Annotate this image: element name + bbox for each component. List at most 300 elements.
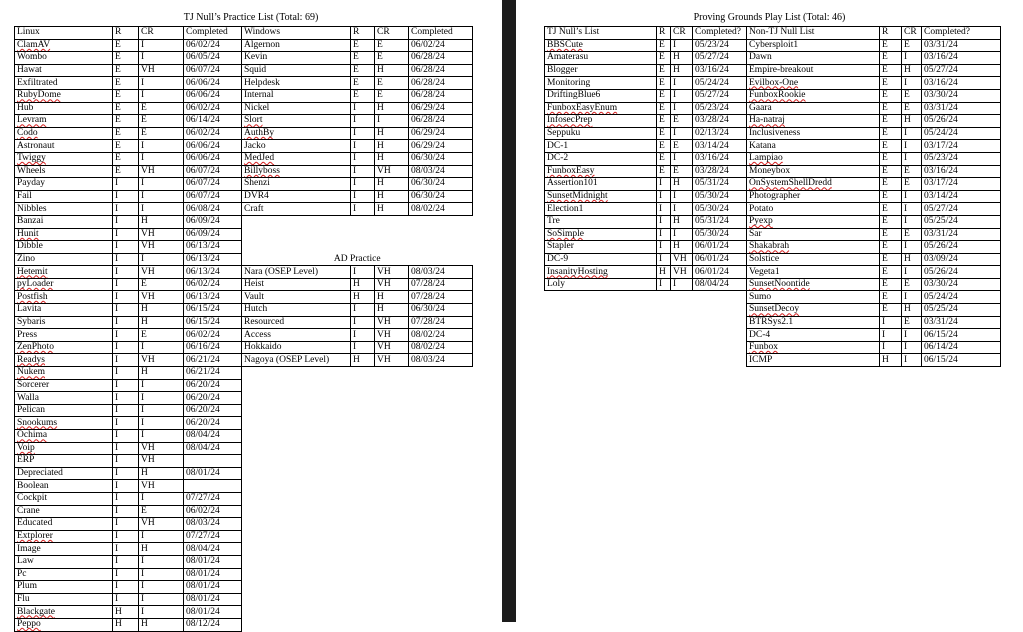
linux-machine-cell: Wheels <box>15 165 113 178</box>
non-tj-list-machine-cell <box>747 341 880 354</box>
non-tj-list-completed-cell: 03/16/24 <box>922 165 1001 178</box>
linux-machine-cell <box>15 618 113 631</box>
tj-list-rating-cell: I <box>657 278 671 291</box>
non-tj-list-machine-cell: DC-4 <box>747 329 880 342</box>
table-header-row <box>15 27 473 40</box>
non-tj-list-rating-cell: E <box>880 64 902 77</box>
linux-machine-cell <box>15 127 113 140</box>
linux-completed-cell: 06/06/24 <box>184 140 242 153</box>
non-tj-list-completed-cell: 05/25/24 <box>922 304 1001 317</box>
spellcheck-flagged-word: Evilbox-One <box>749 77 799 88</box>
empty-cell <box>242 241 473 254</box>
play-list-title: Proving Grounds Play List (Total: 46) <box>693 12 846 23</box>
non-tj-list-completed-cell: 03/31/24 <box>922 316 1001 329</box>
windows-community-rating-cell: H <box>375 140 409 153</box>
linux-community-rating-cell: H <box>139 215 184 228</box>
non-tj-list-rating-cell: E <box>880 291 902 304</box>
non-tj-list-machine-cell: Moneybox <box>747 165 880 178</box>
windows-rating-cell: I <box>351 203 375 216</box>
linux-community-rating-cell: E <box>139 505 184 518</box>
ad-community-rating-cell: VH <box>375 354 409 367</box>
linux-completed-cell: 06/09/24 <box>184 228 242 241</box>
non-tj-list-machine-cell <box>747 152 880 165</box>
table-row <box>15 379 473 392</box>
empty-cell <box>242 530 473 543</box>
table-row <box>545 304 1001 317</box>
linux-completed-cell: 06/21/24 <box>184 354 242 367</box>
non-tj-list-machine-cell: Vegeta1 <box>747 266 880 279</box>
linux-rating-cell: I <box>113 455 139 468</box>
spellcheck-flagged-word: Pyexp <box>749 216 773 227</box>
ad-machine-cell: Nagoya (OSEP Level) <box>242 354 351 367</box>
non-tj-list-machine-cell: Gaara <box>747 102 880 115</box>
windows-rating-cell: I <box>351 190 375 203</box>
linux-community-rating-cell: VH <box>139 64 184 77</box>
non-tj-list-rating-cell: E <box>880 102 902 115</box>
linux-completed-cell: 06/13/24 <box>184 253 242 266</box>
tj-list-community-rating-cell: I <box>671 152 693 165</box>
table-row <box>15 430 473 443</box>
linux-rating-cell: I <box>113 581 139 594</box>
linux-community-rating-cell: H <box>139 316 184 329</box>
windows-completed-cell: 06/28/24 <box>409 64 473 77</box>
non-tj-list-machine-cell <box>747 304 880 317</box>
linux-completed-cell: 06/07/24 <box>184 64 242 77</box>
table-row <box>15 203 473 216</box>
non-tj-list-completed-cell: 03/09/24 <box>922 253 1001 266</box>
table-row <box>15 228 473 241</box>
windows-completed-cell: 06/28/24 <box>409 115 473 128</box>
table-row <box>15 329 473 342</box>
windows-community-rating-cell: H <box>375 190 409 203</box>
non-tj-list-machine-cell: BTRSys2.1 <box>747 316 880 329</box>
tj-list-completed-cell: 05/27/24 <box>693 89 747 102</box>
tj-list-community-rating-cell: I <box>671 190 693 203</box>
right-document-page <box>516 0 1023 622</box>
linux-rating-cell: I <box>113 228 139 241</box>
tj-list-completed-cell: 06/01/24 <box>693 241 747 254</box>
windows-completed-cell: 06/29/24 <box>409 102 473 115</box>
non-tj-list-machine-cell: ICMP <box>747 354 880 367</box>
tj-list-rating-cell: I <box>657 178 671 191</box>
non-tj-list-rating-cell: E <box>880 165 902 178</box>
column-header: CR <box>902 27 922 40</box>
linux-machine-cell <box>15 442 113 455</box>
tj-list-rating-cell: E <box>657 165 671 178</box>
linux-completed-cell: 06/13/24 <box>184 266 242 279</box>
linux-machine-cell <box>15 152 113 165</box>
spellcheck-flagged-word: Twiggy <box>17 153 46 164</box>
ad-machine-cell: Access <box>242 329 351 342</box>
non-tj-list-rating-cell: E <box>880 39 902 52</box>
windows-rating-cell: I <box>351 115 375 128</box>
linux-completed-cell: 06/20/24 <box>184 379 242 392</box>
linux-machine-cell: Depreciated <box>15 467 113 480</box>
linux-completed-cell: 06/16/24 <box>184 341 242 354</box>
table-row <box>15 152 473 165</box>
linux-community-rating-cell: I <box>139 253 184 266</box>
non-tj-list-community-rating-cell: I <box>902 241 922 254</box>
table-row <box>15 241 473 254</box>
non-tj-list-community-rating-cell: I <box>902 203 922 216</box>
windows-rating-cell: I <box>351 165 375 178</box>
ad-completed-cell: 08/03/24 <box>409 266 473 279</box>
linux-rating-cell: I <box>113 430 139 443</box>
windows-community-rating-cell: H <box>375 64 409 77</box>
linux-community-rating-cell: I <box>139 203 184 216</box>
ad-community-rating-cell: H <box>375 291 409 304</box>
non-tj-list-machine-cell: Inclusiveness <box>747 127 880 140</box>
non-tj-list-community-rating-cell: I <box>902 127 922 140</box>
linux-community-rating-cell: VH <box>139 266 184 279</box>
spellcheck-flagged-word: MedJed <box>244 153 275 164</box>
non-tj-list-community-rating-cell: E <box>902 39 922 52</box>
windows-rating-cell: I <box>351 127 375 140</box>
tj-list-community-rating-cell: H <box>671 178 693 191</box>
linux-machine-cell <box>15 266 113 279</box>
linux-machine-cell <box>15 417 113 430</box>
tj-list-rating-cell: H <box>657 266 671 279</box>
table-row <box>15 467 473 480</box>
linux-community-rating-cell: I <box>139 492 184 505</box>
ad-rating-cell: H <box>351 354 375 367</box>
table-row <box>15 291 473 304</box>
spellcheck-flagged-word: OnSystemShellDredd <box>749 178 832 189</box>
linux-completed-cell: 06/07/24 <box>184 165 242 178</box>
table-row <box>545 190 1001 203</box>
column-header: Non-TJ Null List <box>747 27 880 40</box>
spellcheck-flagged-word: RubyDome <box>17 90 61 101</box>
non-tj-list-completed-cell: 03/16/24 <box>922 52 1001 65</box>
non-tj-list-completed-cell: 05/25/24 <box>922 215 1001 228</box>
empty-cell <box>242 618 473 631</box>
tj-list-machine-cell: Assertion101 <box>545 178 657 191</box>
linux-completed-cell: 08/03/24 <box>184 518 242 531</box>
non-tj-list-rating-cell: E <box>880 152 902 165</box>
linux-rating-cell: I <box>113 316 139 329</box>
linux-completed-cell: 07/27/24 <box>184 492 242 505</box>
empty-cell <box>545 304 747 317</box>
non-tj-list-rating-cell: E <box>880 253 902 266</box>
table-row <box>15 455 473 468</box>
non-tj-list-rating-cell: E <box>880 228 902 241</box>
tj-list-completed-cell: 05/23/24 <box>693 102 747 115</box>
spellcheck-flagged-word: FunboxEasy <box>547 165 595 176</box>
linux-completed-cell: 08/04/24 <box>184 442 242 455</box>
non-tj-list-community-rating-cell: I <box>902 190 922 203</box>
non-tj-list-completed-cell: 05/26/24 <box>922 266 1001 279</box>
linux-machine-cell: Wombo <box>15 52 113 65</box>
ad-community-rating-cell: VH <box>375 278 409 291</box>
table-row <box>545 165 1001 178</box>
empty-cell <box>242 228 473 241</box>
windows-rating-cell: I <box>351 178 375 191</box>
tj-list-community-rating-cell: I <box>671 278 693 291</box>
windows-rating-cell: I <box>351 140 375 153</box>
column-header: CR <box>671 27 693 40</box>
windows-machine-cell: Algernon <box>242 39 351 52</box>
non-tj-list-machine-cell: Katana <box>747 140 880 153</box>
linux-community-rating-cell: E <box>139 127 184 140</box>
ad-completed-cell: 06/30/24 <box>409 304 473 317</box>
column-header: Linux <box>15 27 113 40</box>
non-tj-list-completed-cell: 03/31/24 <box>922 228 1001 241</box>
non-tj-list-rating-cell: E <box>880 127 902 140</box>
empty-cell <box>242 430 473 443</box>
tj-list-community-rating-cell: I <box>671 203 693 216</box>
linux-rating-cell: I <box>113 241 139 254</box>
tj-list-rating-cell: I <box>657 215 671 228</box>
linux-completed-cell: 06/20/24 <box>184 417 242 430</box>
linux-community-rating-cell: H <box>139 367 184 380</box>
empty-cell <box>242 593 473 606</box>
linux-completed-cell: 08/01/24 <box>184 581 242 594</box>
spellcheck-flagged-word: Readys <box>17 354 45 365</box>
table-row <box>15 530 473 543</box>
linux-completed-cell: 06/07/24 <box>184 178 242 191</box>
tj-list-community-rating-cell: I <box>671 102 693 115</box>
linux-machine-cell <box>15 430 113 443</box>
non-tj-list-machine-cell: Sumo <box>747 291 880 304</box>
linux-completed-cell: 06/06/24 <box>184 77 242 90</box>
spellcheck-flagged-word: AuthBy <box>244 128 275 139</box>
spellcheck-flagged-word: SunsetDecoy <box>749 304 800 315</box>
non-tj-list-rating-cell: I <box>880 329 902 342</box>
linux-rating-cell: I <box>113 467 139 480</box>
linux-machine-cell: Exfiltrated <box>15 77 113 90</box>
tj-list-community-rating-cell: I <box>671 39 693 52</box>
non-tj-list-rating-cell: E <box>880 140 902 153</box>
column-header: Completed <box>409 27 473 40</box>
table-row <box>545 115 1001 128</box>
linux-machine-cell: Sybaris <box>15 316 113 329</box>
tj-list-machine-cell: Election1 <box>545 203 657 216</box>
non-tj-list-rating-cell: E <box>880 266 902 279</box>
linux-machine-cell: Nibbles <box>15 203 113 216</box>
ad-rating-cell: I <box>351 266 375 279</box>
table-row <box>15 480 473 493</box>
tj-list-completed-cell: 05/27/24 <box>693 52 747 65</box>
tj-list-completed-cell: 03/14/24 <box>693 140 747 153</box>
tj-list-completed-cell: 05/30/24 <box>693 203 747 216</box>
table-row <box>15 492 473 505</box>
non-tj-list-completed-cell: 03/31/24 <box>922 102 1001 115</box>
non-tj-list-community-rating-cell: I <box>902 266 922 279</box>
linux-completed-cell: 08/12/24 <box>184 618 242 631</box>
linux-completed-cell: 06/06/24 <box>184 152 242 165</box>
linux-completed-cell: 08/01/24 <box>184 467 242 480</box>
linux-completed-cell: 06/13/24 <box>184 241 242 254</box>
non-tj-list-community-rating-cell: E <box>902 278 922 291</box>
linux-completed-cell: 06/14/24 <box>184 115 242 128</box>
linux-rating-cell: I <box>113 518 139 531</box>
linux-completed-cell: 06/09/24 <box>184 215 242 228</box>
non-tj-list-completed-cell: 05/24/24 <box>922 291 1001 304</box>
tj-list-community-rating-cell: I <box>671 89 693 102</box>
empty-cell <box>545 291 747 304</box>
table-row <box>15 165 473 178</box>
non-tj-list-machine-cell: Empire-breakout <box>747 64 880 77</box>
linux-rating-cell: H <box>113 606 139 619</box>
spellcheck-flagged-word: FunboxEasyEnum <box>547 102 618 113</box>
non-tj-list-machine-cell <box>747 89 880 102</box>
linux-community-rating-cell: I <box>139 341 184 354</box>
linux-machine-cell: Fail <box>15 190 113 203</box>
non-tj-list-community-rating-cell: E <box>902 316 922 329</box>
linux-machine-cell: Banzai <box>15 215 113 228</box>
linux-community-rating-cell: E <box>139 115 184 128</box>
table-row <box>15 102 473 115</box>
windows-community-rating-cell: H <box>375 203 409 216</box>
tj-list-community-rating-cell: H <box>671 64 693 77</box>
linux-rating-cell: I <box>113 291 139 304</box>
linux-community-rating-cell: I <box>139 606 184 619</box>
ad-machine-cell: Nara (OSEP Level) <box>242 266 351 279</box>
non-tj-list-community-rating-cell: E <box>902 89 922 102</box>
empty-cell <box>242 417 473 430</box>
linux-rating-cell: E <box>113 52 139 65</box>
linux-machine-cell: Educated <box>15 518 113 531</box>
spellcheck-flagged-word: InsanityHosting <box>547 266 608 277</box>
non-tj-list-completed-cell: 03/31/24 <box>922 39 1001 52</box>
linux-community-rating-cell: I <box>139 140 184 153</box>
windows-community-rating-cell: VH <box>375 165 409 178</box>
tj-list-community-rating-cell: I <box>671 77 693 90</box>
non-tj-list-community-rating-cell: H <box>902 115 922 128</box>
windows-community-rating-cell: H <box>375 127 409 140</box>
windows-community-rating-cell: H <box>375 152 409 165</box>
linux-machine-cell <box>15 115 113 128</box>
ad-rating-cell: I <box>351 316 375 329</box>
tj-list-machine-cell: Seppuku <box>545 127 657 140</box>
linux-completed-cell: 06/06/24 <box>184 89 242 102</box>
spellcheck-flagged-word: Slort <box>244 115 263 126</box>
ad-machine-cell: Resourced <box>242 316 351 329</box>
spellcheck-flagged-word: Extplorer <box>17 531 53 542</box>
tj-list-machine-cell <box>545 190 657 203</box>
tj-list-community-rating-cell: E <box>671 140 693 153</box>
table-row <box>545 354 1001 367</box>
windows-completed-cell: 06/29/24 <box>409 127 473 140</box>
tj-list-rating-cell: E <box>657 52 671 65</box>
linux-community-rating-cell: I <box>139 555 184 568</box>
tj-list-rating-cell: E <box>657 115 671 128</box>
table-row <box>15 64 473 77</box>
linux-community-rating-cell: H <box>139 543 184 556</box>
linux-community-rating-cell: I <box>139 52 184 65</box>
linux-rating-cell: E <box>113 77 139 90</box>
non-tj-list-rating-cell: E <box>880 178 902 191</box>
linux-machine-cell <box>15 291 113 304</box>
tj-list-completed-cell: 05/24/24 <box>693 77 747 90</box>
non-tj-list-rating-cell: I <box>880 316 902 329</box>
ad-rating-cell: I <box>351 341 375 354</box>
empty-cell <box>545 341 747 354</box>
windows-rating-cell: E <box>351 39 375 52</box>
windows-rating-cell: E <box>351 77 375 90</box>
linux-rating-cell: I <box>113 354 139 367</box>
windows-machine-cell: DVR4 <box>242 190 351 203</box>
table-row <box>15 341 473 354</box>
windows-machine-cell: Nickel <box>242 102 351 115</box>
table-row <box>545 89 1001 102</box>
spellcheck-flagged-word: SoSimple <box>547 228 584 239</box>
spellcheck-flagged-word: Ochima <box>17 430 48 441</box>
non-tj-list-completed-cell: 06/15/24 <box>922 354 1001 367</box>
linux-machine-cell: Zino <box>15 253 113 266</box>
tj-list-machine-cell: DriftingBlue6 <box>545 89 657 102</box>
table-row <box>15 215 473 228</box>
table-row <box>545 39 1001 52</box>
linux-machine-cell <box>15 354 113 367</box>
table-row <box>545 316 1001 329</box>
linux-completed-cell: 06/02/24 <box>184 505 242 518</box>
linux-machine-cell: Flu <box>15 593 113 606</box>
tj-list-machine-cell: DC-2 <box>545 152 657 165</box>
ad-rating-cell: H <box>351 278 375 291</box>
ad-completed-cell: 08/02/24 <box>409 329 473 342</box>
empty-cell <box>242 480 473 493</box>
tj-list-community-rating-cell: I <box>671 228 693 241</box>
non-tj-list-rating-cell: E <box>880 115 902 128</box>
table-row <box>15 39 473 52</box>
spellcheck-flagged-word: Funbox <box>749 342 779 353</box>
linux-completed-cell: 06/13/24 <box>184 291 242 304</box>
linux-completed-cell <box>184 480 242 493</box>
windows-rating-cell: E <box>351 52 375 65</box>
non-tj-list-machine-cell <box>747 178 880 191</box>
linux-rating-cell: E <box>113 127 139 140</box>
windows-machine-cell <box>242 152 351 165</box>
linux-rating-cell: I <box>113 278 139 291</box>
spellcheck-flagged-word: Peppo <box>17 619 41 630</box>
column-header: CR <box>139 27 184 40</box>
linux-machine-cell: Crane <box>15 505 113 518</box>
windows-machine-cell: Jacko <box>242 140 351 153</box>
linux-completed-cell: 08/04/24 <box>184 543 242 556</box>
table-header-row <box>545 27 1001 40</box>
column-header: Completed? <box>693 27 747 40</box>
linux-machine-cell <box>15 89 113 102</box>
windows-machine-cell: Kevin <box>242 52 351 65</box>
linux-community-rating-cell: VH <box>139 442 184 455</box>
windows-community-rating-cell: E <box>375 89 409 102</box>
empty-cell <box>545 354 747 367</box>
linux-community-rating-cell: I <box>139 430 184 443</box>
empty-cell <box>242 367 473 380</box>
non-tj-list-completed-cell: 05/27/24 <box>922 203 1001 216</box>
column-header: Windows <box>242 27 351 40</box>
non-tj-list-community-rating-cell: I <box>902 341 922 354</box>
linux-rating-cell: I <box>113 492 139 505</box>
non-tj-list-completed-cell: 03/16/24 <box>922 77 1001 90</box>
tj-list-rating-cell: I <box>657 228 671 241</box>
linux-community-rating-cell: H <box>139 304 184 317</box>
spellcheck-flagged-word: Nukem <box>17 367 45 378</box>
non-tj-list-completed-cell: 03/30/24 <box>922 278 1001 291</box>
windows-community-rating-cell: H <box>375 178 409 191</box>
column-header: R <box>657 27 671 40</box>
tj-list-completed-cell: 05/31/24 <box>693 178 747 191</box>
non-tj-list-rating-cell: E <box>880 77 902 90</box>
empty-cell <box>242 568 473 581</box>
linux-community-rating-cell: I <box>139 77 184 90</box>
linux-rating-cell: I <box>113 190 139 203</box>
non-tj-list-rating-cell: E <box>880 304 902 317</box>
non-tj-list-rating-cell: E <box>880 241 902 254</box>
non-tj-list-machine-cell <box>747 115 880 128</box>
linux-community-rating-cell: I <box>139 190 184 203</box>
